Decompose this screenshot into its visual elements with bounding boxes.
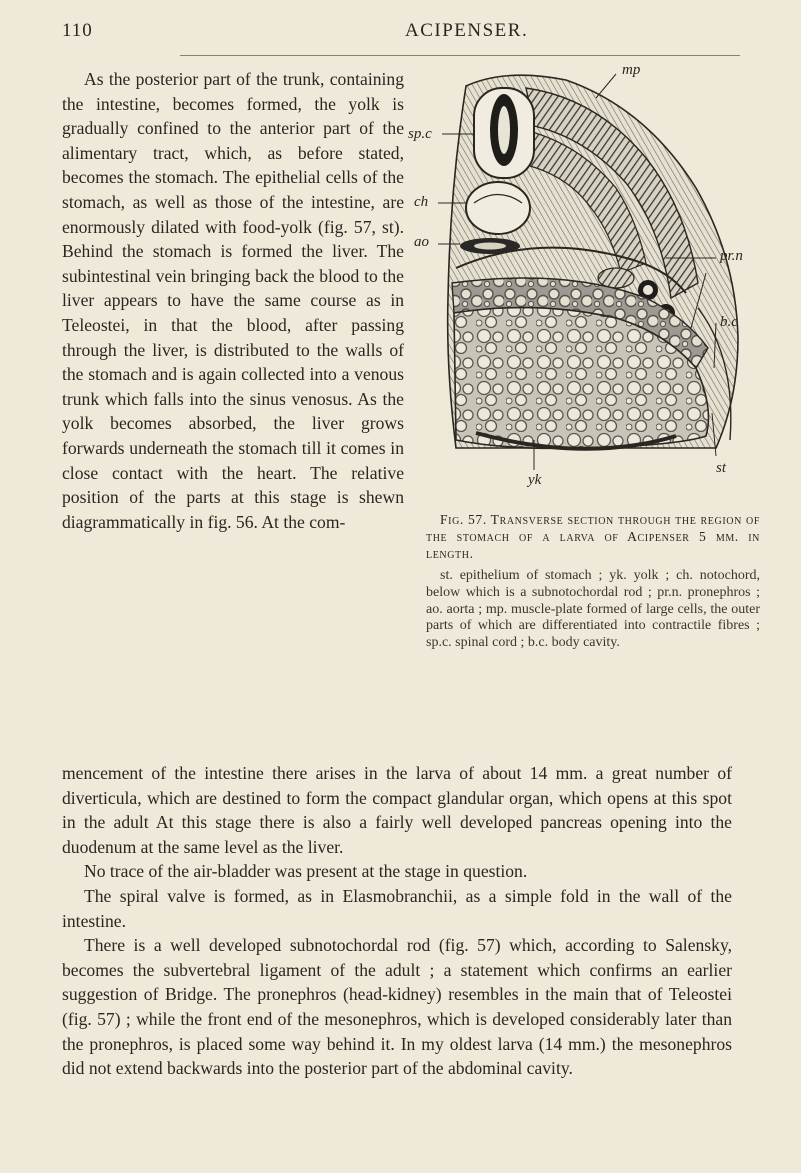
label-stomach-epithelium: st bbox=[716, 460, 727, 476]
caption-title: Fig. 57. Transverse section through the region of the stomach of a larva of Acipenser 5 mm. in length. bbox=[426, 512, 760, 561]
label-pronephros: pr.n bbox=[720, 248, 743, 264]
body-paragraph: mencement of the intestine there arises in the larva of about 14 mm. a great number of diverticula, which are destined to form the compact glandular organ, which opens at this spot in the adult At this stage there is also a fairly well developed pancreas opening into the duodenum at the same level as the liver. bbox=[62, 763, 732, 857]
stomach-section-drawing bbox=[416, 68, 756, 498]
column-paragraph: As the posterior part of the trunk, containing the intestine, becomes formed, the yolk is gradually confined to the anterior part of the alimentary tract, which, as before stated, becomes the stomach. The epithelial cells of the stomach, as well as those of the intestine, are enormously dilated with food-yolk (fig. 57, st). Behind the stomach is formed the liver. The subintestinal vein bringing back the blood to the liver appears to have the same course as in Teleostei, in that the blood, after passing through the liver, is distributed to the walls of the stomach and is again collected into a venous trunk which falls into the sinus venosus. As the yolk becomes absorbed, the liver grows forwards underneath the stomach till it comes in close contact with the heart. The relative position of the parts at this stage is shewn diagrammatically in fig. 56. At the com- bbox=[62, 69, 404, 532]
header-rule bbox=[180, 55, 740, 56]
label-aorta: ao bbox=[414, 234, 429, 250]
body-paragraph: No trace of the air-bladder was present at the stage in question. bbox=[84, 861, 528, 882]
running-title: ACIPENSER. bbox=[405, 20, 529, 41]
label-muscle-plate: mp bbox=[622, 62, 641, 78]
column-text-block bbox=[62, 67, 404, 534]
label-yolk: yk bbox=[528, 472, 542, 488]
caption-body: st. epithelium of stomach ; yk. yolk ; ch. notochord, below which is a subnotochordal rod ; pr.n. pronephros ; ao. aorta ; mp. muscle-plate formed of large cells, the outer parts of which are differentiated into contractile fibres ; sp.c. spinal cord ; b.c. body cavity. bbox=[426, 568, 760, 651]
figure-caption bbox=[426, 511, 760, 652]
figure-57 bbox=[408, 62, 756, 498]
full-width-text-block bbox=[62, 761, 732, 1081]
body-paragraph: The spiral valve is formed, as in Elasmobranchii, as a simple fold in the wall of the intestine. bbox=[62, 885, 732, 931]
label-body-cavity: b.c bbox=[720, 314, 738, 330]
label-spinal-cord: sp.c bbox=[408, 126, 432, 142]
label-notochord: ch bbox=[414, 194, 429, 210]
page-number: 110 bbox=[62, 20, 93, 41]
body-paragraph: There is a well developed subnotochordal rod (fig. 57) which, according to Salensky, becomes the subvertebral ligament of the adult ; a statement which confirms an earlier suggestion of Bridge. The pronephros (head-kidney) resembles in the main that of Teleostei (fig. 57) ; while the front end of the mesonephros, which is developed considerably later than the pronephros, is placed some way behind it. In my oldest larva (14 mm.) the mesonephros did not extend backwards into the posterior part of the abdominal cavity. bbox=[62, 935, 732, 1079]
